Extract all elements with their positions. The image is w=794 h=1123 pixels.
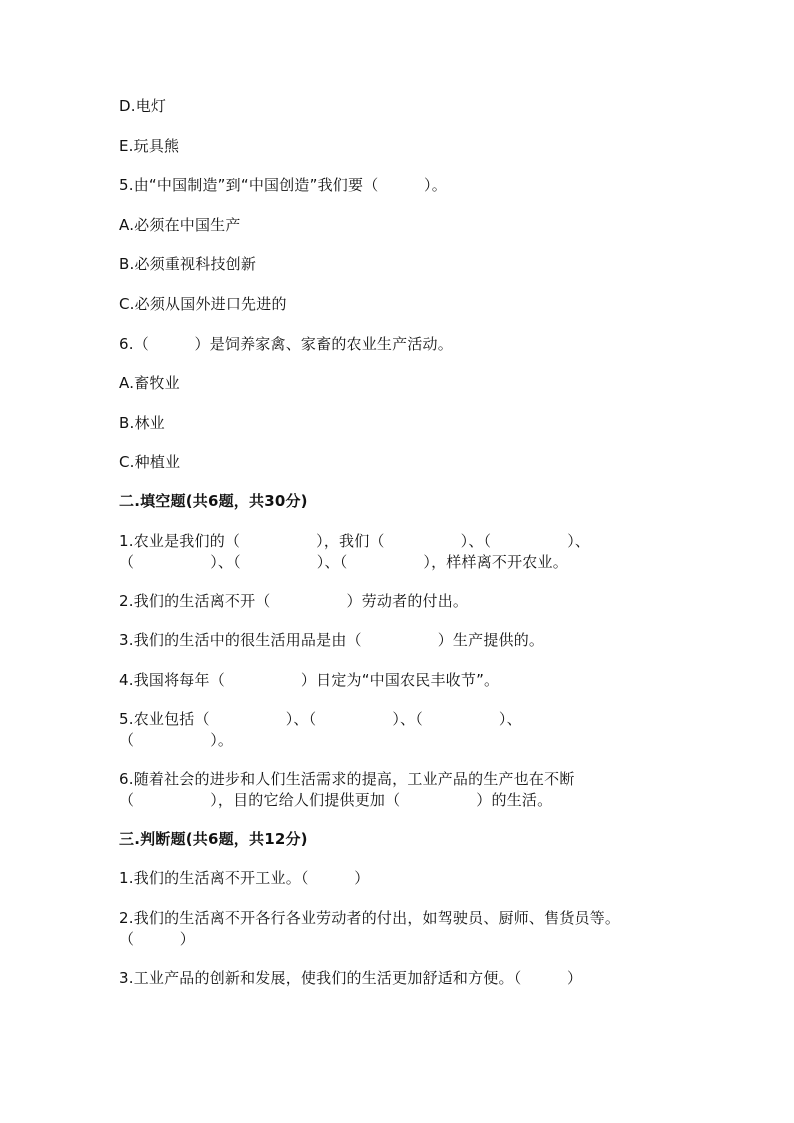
fill-q5-line2: （ ）。 bbox=[119, 731, 234, 749]
question-5-stem: 5.由“中国制造”到“中国创造”我们要（ ）。 bbox=[119, 176, 447, 194]
section-fill-blank-heading: 二.填空题(共6题，共30分) bbox=[119, 492, 308, 510]
judge-q2-line2: （ ） bbox=[119, 930, 196, 948]
fill-q3: 3.我们的生活中的很生活用品是由（ ）生产提供的。 bbox=[119, 631, 545, 649]
fill-q6-line2: （ ），目的它给人们提供更加（ ）的生活。 bbox=[119, 791, 553, 809]
q6-option-b: B.林业 bbox=[119, 414, 165, 432]
fill-q1-line2: （ ）、（ ）、（ ），样样离不开农业。 bbox=[119, 553, 568, 571]
option-e: E.玩具熊 bbox=[119, 137, 180, 155]
section-judgment-heading: 三.判断题(共6题，共12分) bbox=[119, 830, 308, 848]
judge-q3: 3.工业产品的创新和发展，使我们的生活更加舒适和方便。（ ） bbox=[119, 969, 583, 987]
q5-option-a: A.必须在中国生产 bbox=[119, 216, 241, 234]
q5-option-b: B.必须重视科技创新 bbox=[119, 255, 257, 273]
question-6-stem: 6.（ ）是饲养家禽、家畜的农业生产活动。 bbox=[119, 335, 453, 353]
judge-q1: 1.我们的生活离不开工业。（ ） bbox=[119, 869, 370, 887]
fill-q6-line1: 6.随着社会的进步和人们生活需求的提高，工业产品的生产也在不断 bbox=[119, 770, 575, 788]
fill-q2: 2.我们的生活离不开（ ）劳动者的付出。 bbox=[119, 592, 469, 610]
judge-q2-line1: 2.我们的生活离不开各行各业劳动者的付出，如驾驶员、厨师、售货员等。 bbox=[119, 909, 621, 927]
option-d: D.电灯 bbox=[119, 97, 167, 115]
fill-q1-line1: 1.农业是我们的（ ），我们（ ）、（ ）、 bbox=[119, 532, 591, 550]
q5-option-c: C.必须从国外进口先进的 bbox=[119, 295, 287, 313]
q6-option-c: C.种植业 bbox=[119, 453, 181, 471]
fill-q5-line1: 5.农业包括（ ）、（ ）、（ ）、 bbox=[119, 710, 522, 728]
fill-q4: 4.我国将每年（ ）日定为“中国农民丰收节”。 bbox=[119, 671, 500, 689]
q6-option-a: A.畜牧业 bbox=[119, 374, 180, 392]
